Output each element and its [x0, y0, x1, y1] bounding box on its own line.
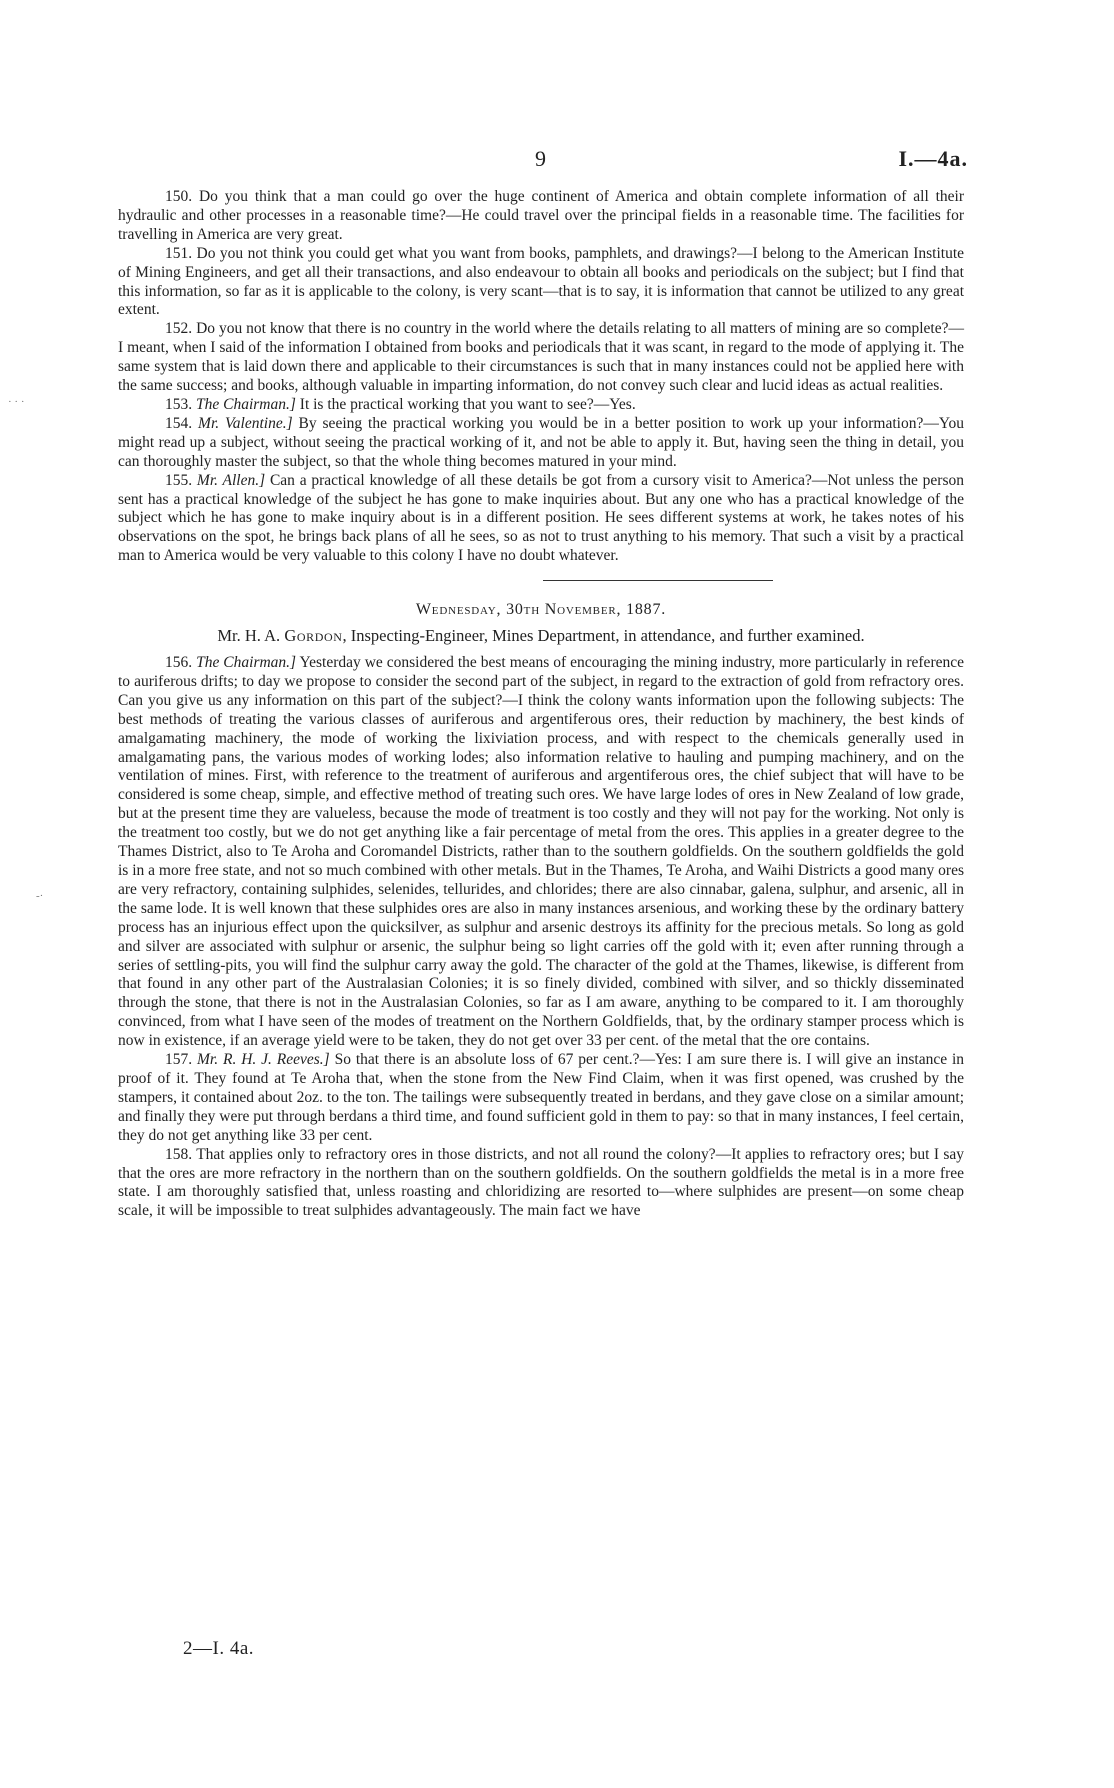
page-number: 9 [535, 146, 546, 171]
paragraph-text: It is the practical working that you want to see?—Yes. [299, 395, 636, 413]
question-number: 152. [165, 320, 193, 338]
margin-mark: · · · [8, 396, 25, 408]
question-number: 156. [165, 654, 193, 672]
paragraph-text: That applies only to refractory ores in those districts, and not all round the colony?—It applies to refractory ores; but I say that the ores are more refractory in the northern than on the southern goldfields. On the southern goldfields the metal is in a more free state. I am thoroughly satisfied that, unless roasting and chloridizing are resorted to—where sulphides are present—on some cheap scale, it will be impossible to treat sulphides advantageously. The main fact we have [118, 1145, 964, 1220]
question-paragraph [118, 245, 964, 321]
witness-surname: Gordon [284, 626, 343, 646]
question-number: 154. [165, 414, 193, 432]
paragraph-text: Yesterday we considered the best means of encouraging the mining industry, more particularly in reference to auriferous drifts; to day we propose to consider the second part of the subject, in regard to the extraction of gold from refractory ores. Can you give us any information on this part of the subject?—I think the colony wants information upon the following subjects: The best methods of treating the various classes of auriferous and argentiferous ores, their reduction by machinery, the best kinds of amalgamating machinery, the mode of working the lixiviation process, and with respect to the chemicals generally used in amalgamating pans, the various modes of working lodes; also information relative to hauling and pumping machinery, and on the ventilation of mines. First, with reference to the treatment of auriferous and argentiferous ores, the chief subject that will have to be considered is some cheap, simple, and effective method of treating such ores. We have large lodes of ores in New Zealand of low grade, but at the present time they are valueless, because the mode of treatment is too costly and they will not pay for the working. Not only is the treatment too costly, but we do not get anything like a fair percentage of metal from the ores. This applies in a greater degree to the Thames District, also to Te Aroha and Coromandel Districts, rather than to the southern goldfields. On the southern goldfields the gold is in a more free state, and not so much combined with other metals. But in the Thames, Te Aroha, and Waihi Districts a good many ores are very refractory, containing sulphides, selenides, tellurides, and chlorides; there are also cinnabar, galena, sulphur, and arsenic, all in the same lode. It is well known that these sulphides ores are also in many instances arsenious, and working these by the ordinary battery process has an injurious effect upon the quicksilver, as sulphur and arsenic destroys its affinity for the precious metals. So long as gold and silver are associated with sulphur or arsenic, the sulphur being so light carries off the gold with it; even after running through a series of settling-pits, you will find the sulphur carry away the gold. The character of the gold at the Thames, likewise, is different from that found in any other part of the Australasian Colonies; it is so finely divided, combined with silver, and so thickly disseminated through the stone, that there is not in the Australasian Colonies, so far as I am aware, anything to be compared to it. I am thoroughly convinced, from what I have seen of the modes of treatment on the Northern Goldfields, that, by the ordinary stamper process which is now in existence, if an average yield were to be taken, they do not get over 33 per cent. of the metal that the ore contains. [118, 654, 964, 1050]
paragraph-text: By seeing the practical working you would be in a better position to work up your information?—You might read up a subject, without seeing the practical working of it, and not be able to apply it. But, having seen the thing in detail, you can thoroughly master the subject, so that the whole thing becomes matured in your mind. [118, 414, 964, 470]
question-paragraph [118, 396, 964, 415]
speaker-name: Mr. R. H. J. Reeves.] [197, 1051, 330, 1069]
document-body [118, 188, 964, 1221]
paragraph-text: So that there is an absolute loss of 67 per cent.?—Yes: I am sure there is. I will give an instance in proof of it. They found at Te Aroha that, when the stone from the New Find Claim, when it was first opened, was crushed by the stampers, it contained about 2oz. to the ton. The tailings were subsequently treated in berdans, and they gave close on a similar amount; and finally they were put through berdans a third time, and found sufficient gold in them to pay: so that in many instances, I feel certain, they do not get anything like 33 per cent. [118, 1051, 965, 1144]
question-number: 157. [165, 1051, 193, 1069]
witness-prefix: Mr. H. A. [217, 626, 285, 646]
question-paragraph [118, 320, 964, 396]
testimony-section-1 [118, 188, 964, 566]
testimony-section-2 [118, 654, 964, 1221]
witness-description: , Inspecting-Engineer, Mines Department, in attendance, and further examined. [342, 626, 865, 646]
margin-mark: -· [36, 890, 44, 902]
paragraph-text: Can a practical knowledge of all these details be got from a cursory visit to America?—Not unless the person sent has a practical knowledge of the subject he has gone to make inquiries about. But any one who has a practical knowledge of the subject which he has gone to make inquiry about is in a different position. He sees different systems at work, he takes notes of his observations on the spot, he brings back plans of all he sees, so as not to trust anything to his memory. That such a visit by a practical man to America would be very valuable to this colony I have no doubt whatever. [118, 471, 964, 565]
question-number: 151. [165, 244, 193, 262]
question-number: 155. [165, 471, 193, 489]
paragraph-text: Do you think that a man could go over the huge continent of America and obtain complete information of all their hydraulic and other processes in a reasonable time?—He could travel over the principal fields in a reasonable time. The facilities for travelling in America are very great. [118, 188, 965, 243]
question-paragraph [118, 1146, 964, 1222]
question-number: 153. [165, 395, 193, 413]
paragraph-text: Do you not know that there is no country in the world where the details relating to all matters of mining are so complete?—I meant, when I said of the information I obtained from books and periodicals that it was scant, in regard to the mode of applying it. The same system that is laid down there and applicable to their circumstances is such that in many instances could not be applied here with the same success; and books, although valuable in imparting information, do not convey such clear and lucid ideas as actual realities. [118, 320, 965, 395]
question-number: 158. [165, 1145, 193, 1163]
section-divider [543, 580, 773, 581]
question-paragraph [118, 1051, 964, 1146]
witness-line [146, 626, 936, 646]
speaker-name: Mr. Allen.] [196, 471, 266, 489]
speaker-name: The Chairman.] [196, 654, 297, 672]
speaker-name: Mr. Valentine.] [198, 414, 293, 432]
question-paragraph [118, 188, 964, 245]
date-heading: Wednesday, 30th November, 1887. [415, 601, 667, 619]
paragraph-text: Do you not think you could get what you want from books, pamphlets, and drawings?—I belong to the American Institute of Mining Engineers, and get all their transactions, and also endeavour to obtain all books and periodicals on the subject; but I find that this information, so far as it is applicable to the colony, is very scant—that is to say, it is information that cannot be utilized to any great extent. [118, 244, 965, 319]
question-number: 150. [165, 188, 193, 205]
printer-signature: 2—I. 4a. [183, 1638, 255, 1659]
question-paragraph [118, 472, 964, 567]
paper-reference: I.—4a. [898, 146, 968, 171]
question-paragraph [118, 654, 964, 1051]
speaker-name: The Chairman.] [196, 395, 296, 413]
question-paragraph [118, 415, 964, 472]
